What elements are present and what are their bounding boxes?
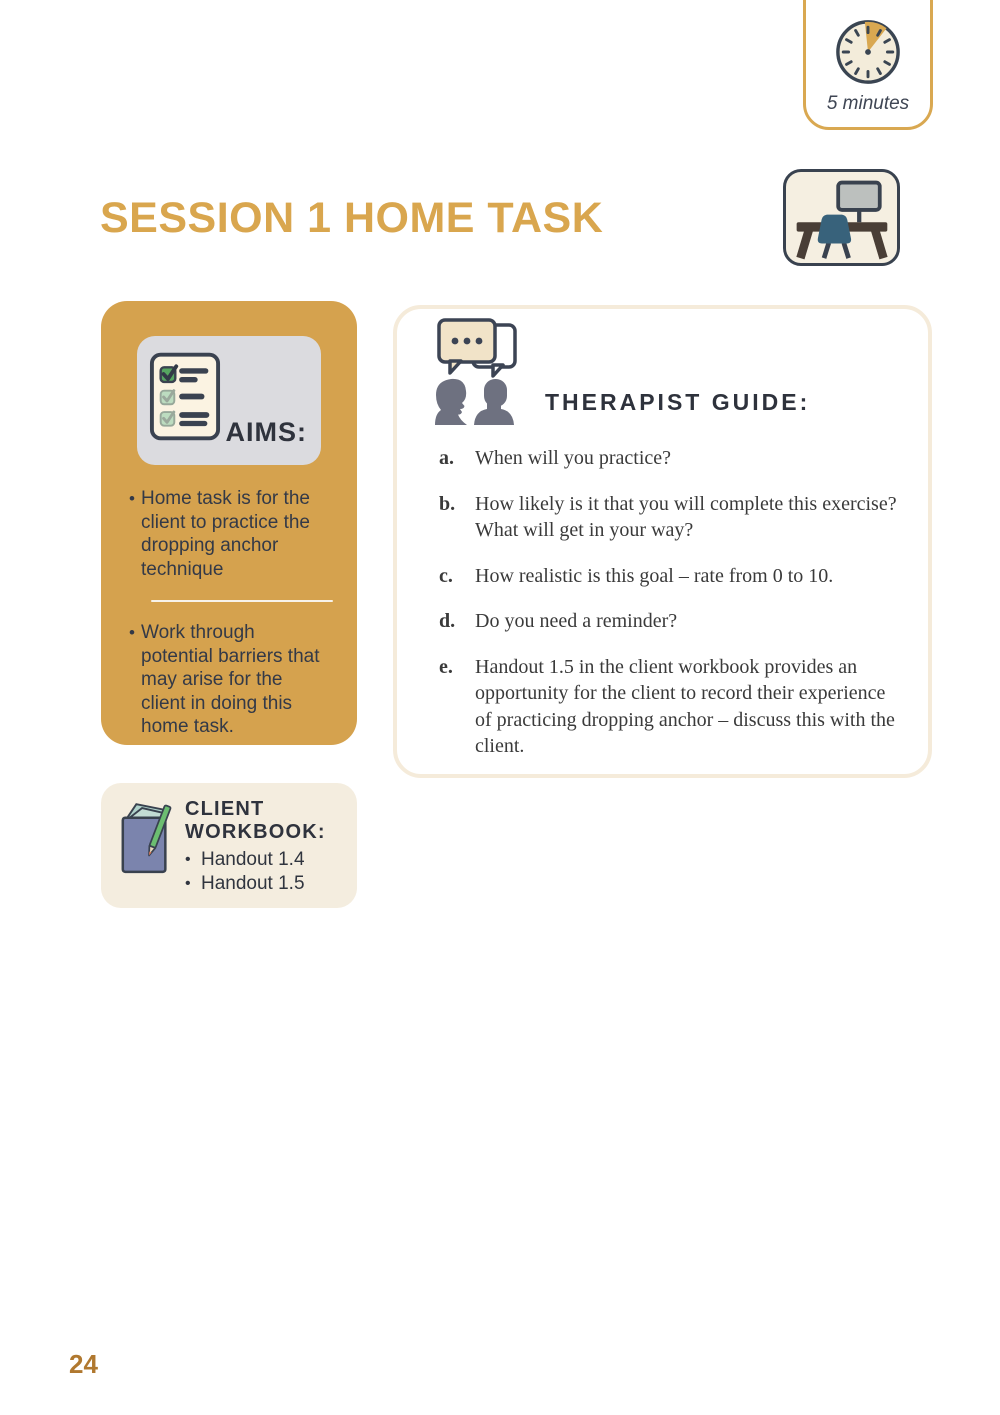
item-text: Do you need a reminder? bbox=[475, 610, 678, 632]
item-text: How likely is it that you will complete this exercise? What will get in your way? bbox=[475, 492, 897, 541]
workbook-item bbox=[185, 872, 345, 896]
aims-bullet-list bbox=[123, 487, 335, 739]
checklist-icon bbox=[149, 351, 221, 442]
aims-bullet-item bbox=[123, 621, 335, 739]
item-letter: e. bbox=[439, 655, 453, 678]
desk-icon bbox=[789, 175, 894, 260]
item-text: How realistic is this goal – rate from 0 to 10. bbox=[475, 564, 834, 587]
desk-badge bbox=[783, 169, 900, 266]
aims-panel bbox=[101, 301, 357, 745]
aims-header bbox=[137, 336, 321, 465]
guide-item-a bbox=[439, 445, 900, 472]
guide-item-d bbox=[439, 608, 900, 635]
notebook-pencil-icon bbox=[117, 798, 175, 878]
speech-bubbles-icon bbox=[439, 320, 515, 376]
therapist-guide-list bbox=[427, 445, 900, 760]
workbook-item-text: Handout 1.4 bbox=[201, 849, 305, 870]
clock-icon bbox=[834, 18, 902, 86]
bullet-marker: • bbox=[185, 851, 191, 868]
workbook-item bbox=[185, 848, 345, 872]
item-letter: c. bbox=[439, 564, 453, 587]
item-letter: a. bbox=[439, 447, 454, 469]
client-workbook-panel bbox=[101, 783, 357, 908]
guide-item-b bbox=[439, 491, 900, 544]
duration-badge bbox=[803, 0, 933, 130]
bullet-marker: • bbox=[129, 623, 135, 642]
aims-bullet-text: Work through potential barriers that may arise for the client in doing this home task. bbox=[141, 622, 320, 737]
page-number: 24 bbox=[69, 1349, 98, 1379]
aims-bullet-item bbox=[123, 487, 335, 581]
therapist-guide-panel bbox=[393, 305, 932, 778]
two-people-icon bbox=[435, 379, 514, 425]
item-text: When will you practice? bbox=[475, 447, 672, 469]
page-title: SESSION 1 HOME TASK bbox=[100, 194, 604, 242]
bullet-marker: • bbox=[129, 489, 135, 508]
item-text: Handout 1.5 in the client workbook provides an opportunity for the client to record their experience of practicing dropping anchor – discuss this with the client. bbox=[475, 655, 895, 757]
guide-item-e bbox=[439, 654, 900, 760]
conversation-icon bbox=[427, 318, 519, 426]
duration-label: 5 minutes bbox=[826, 93, 910, 114]
aims-heading: AIMS: bbox=[225, 417, 307, 447]
therapist-guide-heading: THERAPIST GUIDE: bbox=[545, 389, 811, 415]
client-workbook-content bbox=[185, 798, 345, 908]
workbook-item-text: Handout 1.5 bbox=[201, 873, 305, 894]
guide-item-c bbox=[439, 563, 900, 590]
item-letter: b. bbox=[439, 492, 456, 515]
aims-bullet-text: Home task is for the client to practice the dropping anchor technique bbox=[141, 488, 310, 580]
bullet-marker: • bbox=[185, 875, 191, 892]
client-workbook-heading: CLIENT WORKBOOK: bbox=[185, 798, 326, 843]
divider bbox=[151, 600, 333, 602]
item-letter: d. bbox=[439, 610, 456, 632]
therapist-guide-header bbox=[427, 318, 900, 426]
client-workbook-list bbox=[185, 848, 345, 896]
